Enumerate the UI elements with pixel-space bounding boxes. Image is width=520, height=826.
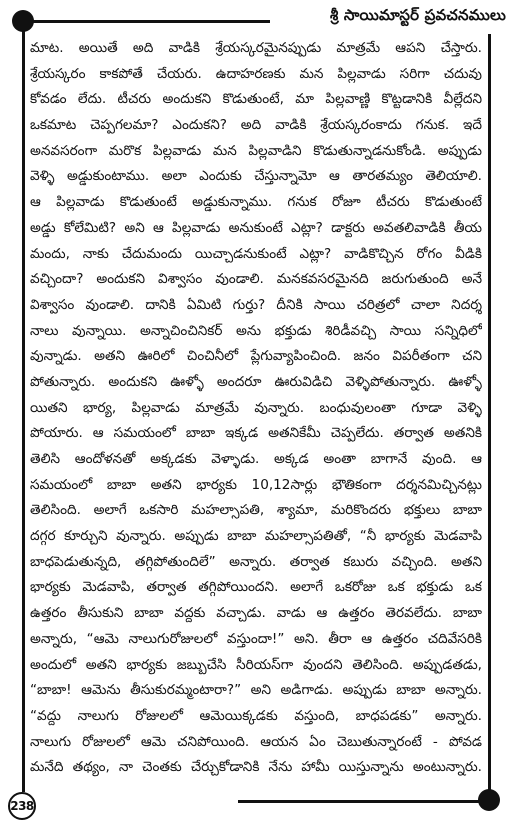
text-line: వున్నాడు. అతని ఊరిలో చించినీలో ప్లేగువ్యాపించింది. జనం విపరీతంగా చని xyxy=(30,348,482,365)
text-line: వెళ్ళి అడ్డుకుంటాము. అలా ఎందుకు చేస్తున్నామో ఆ తారతమ్యం తెలియాలి. xyxy=(30,168,482,185)
text-line: అడ్డు కోలేమిటి? అని ఆ పిల్లవాడు అనుకుంటే ఎట్లా? డాక్టరు అవతలివాడికి తీయ xyxy=(30,219,482,236)
text-line: నాలు వున్నాయి. అన్నాచించినికర్ అను భక్తుడు శిరిడీవచ్చి సాయి సన్నిధిలో xyxy=(30,322,482,339)
text-line: భార్యకు మెడవాపి, తర్వాత తగ్గిపోయిందని. అలాగే ఒకరోజు ఒక భక్తుడు ఒక xyxy=(30,579,482,596)
text-line: “వద్దు నాలుగు రోజులలో ఆమెయిక్కడకు వస్తుంది, బాధపడకు” అన్నారు. xyxy=(30,707,482,724)
text-line: బాధపెడుతున్నది, తగ్గిపోతుందిలే” అన్నారు. తర్వాత కబురు వచ్చింది. అతని xyxy=(30,553,482,570)
text-line: మందు, నాకు చేదుమందు యిచ్చాడనుకుంటే ఎట్లా? వాడికొచ్చిన రోగం వీడికి xyxy=(30,245,482,262)
text-line: తెలిసి ఆందోళనతో అక్కడకు వెళ్ళాడు. అక్కడ అంతా బాగానే వుంది. ఆ xyxy=(30,451,482,467)
text-line: సమయంలో బాబా అతని భార్యకు 10,12సార్లు భౌతికంగా దర్శనమిచ్చినట్లు xyxy=(30,476,482,493)
text-line: విశ్వాసం వుండాలి. దానికి ఏమిటి గుర్తు? దీనికి సాయి చరిత్రలో చాలా నిదర్శ xyxy=(30,296,482,313)
text-line: పోయారు. ఆ సమయంలో బాబా ఇక్కడ అతనికేమీ చెప్పలేదు. తర్వాత అతనికి xyxy=(30,425,482,442)
left-border-rule xyxy=(22,22,25,792)
text-line: మనేది తథ్యం, నా చెంతకు చేర్చుకోడానికి నేను హామీ యిస్తున్నాను అంటున్నారు. xyxy=(30,759,482,776)
text-line: కోవడం లేదు. టీచరు అందుకని కొడుతుంటే, మా పిల్లవాణ్ణి కొట్టడానికి వీల్లేదని xyxy=(30,91,482,108)
text-line: నాలుగు రోజులలో ఆమె చనిపోయింది. ఆయన ఏం చెబుతున్నారంటే - పోవడ xyxy=(30,733,482,750)
text-line: యితని భార్య, పిల్లవాడు మాత్రమే వున్నారు. బంధువులంతా గూడా వెళ్ళి xyxy=(30,399,482,416)
text-line: అన్నారు, “ఆమె నాలుగురోజులలో వస్తుందా!” అని. తీరా ఆ ఉత్తరం చదివేసరికి xyxy=(30,630,482,647)
text-line: దగ్గర కూర్చుని వున్నారు. అప్పుడు బాబా మహల్సాపతితో, “నీ భార్యకు మెడవాపి xyxy=(30,528,482,545)
footer-ornament-dot xyxy=(478,789,500,811)
text-line: ఆ పిల్లవాడు కొడుతుంటే అడ్డుకున్నాము. గనుక రోజూ టీచరు కొడుతుంటే xyxy=(30,194,482,211)
text-line: ఉత్తరం తీసుకుని బాబా వద్దకు వచ్చాడు. వాడు ఆ ఉత్తరం తెరవలేదు. బాబా xyxy=(30,605,482,622)
text-line: “బాబా! ఆమెను తీసుకురమ్మంటారా?” అని అడిగాడు. అప్పుడు బాబా అన్నారు. xyxy=(30,682,482,699)
text-line: పోతున్నారు. అందుకని ఊళ్ళో అందరూ ఊరువిడిచి వెళ్ళిపోతున్నారు. ఊళ్ళో xyxy=(30,373,482,390)
page-number: 238 xyxy=(8,792,36,820)
text-line: అనవసరంగా మరొక పిల్లవాడు మన పిల్లవాడిని కొడుతున్నాడనుకోండి. అప్పుడు xyxy=(30,142,482,159)
header-rule xyxy=(22,20,270,23)
footer-rule xyxy=(238,800,488,803)
running-header-title: శ్రీ సాయిమాస్టర్ ప్రవచనములు xyxy=(329,6,506,24)
text-line: మాట. అయితే అది వాడికి శ్రేయస్కరమైనప్పుడు మాత్రమే ఆపని చేస్తారు. xyxy=(30,40,482,56)
text-line: శ్రేయస్కరం కాకపోతే చేయరు. ఉదాహరణకు మన పిల్లవాడు సరిగా చదువు xyxy=(30,65,482,82)
text-line: ఒకమాట చెప్పగలమా? ఎందుకని? అది వాడికి శ్రేయస్కరంకాదు గనుక. ఇదే xyxy=(30,117,482,134)
text-line: అందులో అతని భార్యకు జబ్బుచేసి సీరియస్‌గా వుందని తెలిసింది. అప్పుడతడు, xyxy=(30,656,482,673)
body-text xyxy=(30,36,482,781)
text-line: తెలిసింది. అలాగే ఒకసారి మహల్సాపతి, శ్యామా, మరికొందరు భక్తులు బాబా xyxy=(30,502,482,519)
text-line: వచ్చిందా? అందుకని విశ్వాసం వుండాలి. మనకవసరమైనది జరుగుతుంది అనే xyxy=(30,271,482,288)
right-border-rule xyxy=(488,34,491,800)
